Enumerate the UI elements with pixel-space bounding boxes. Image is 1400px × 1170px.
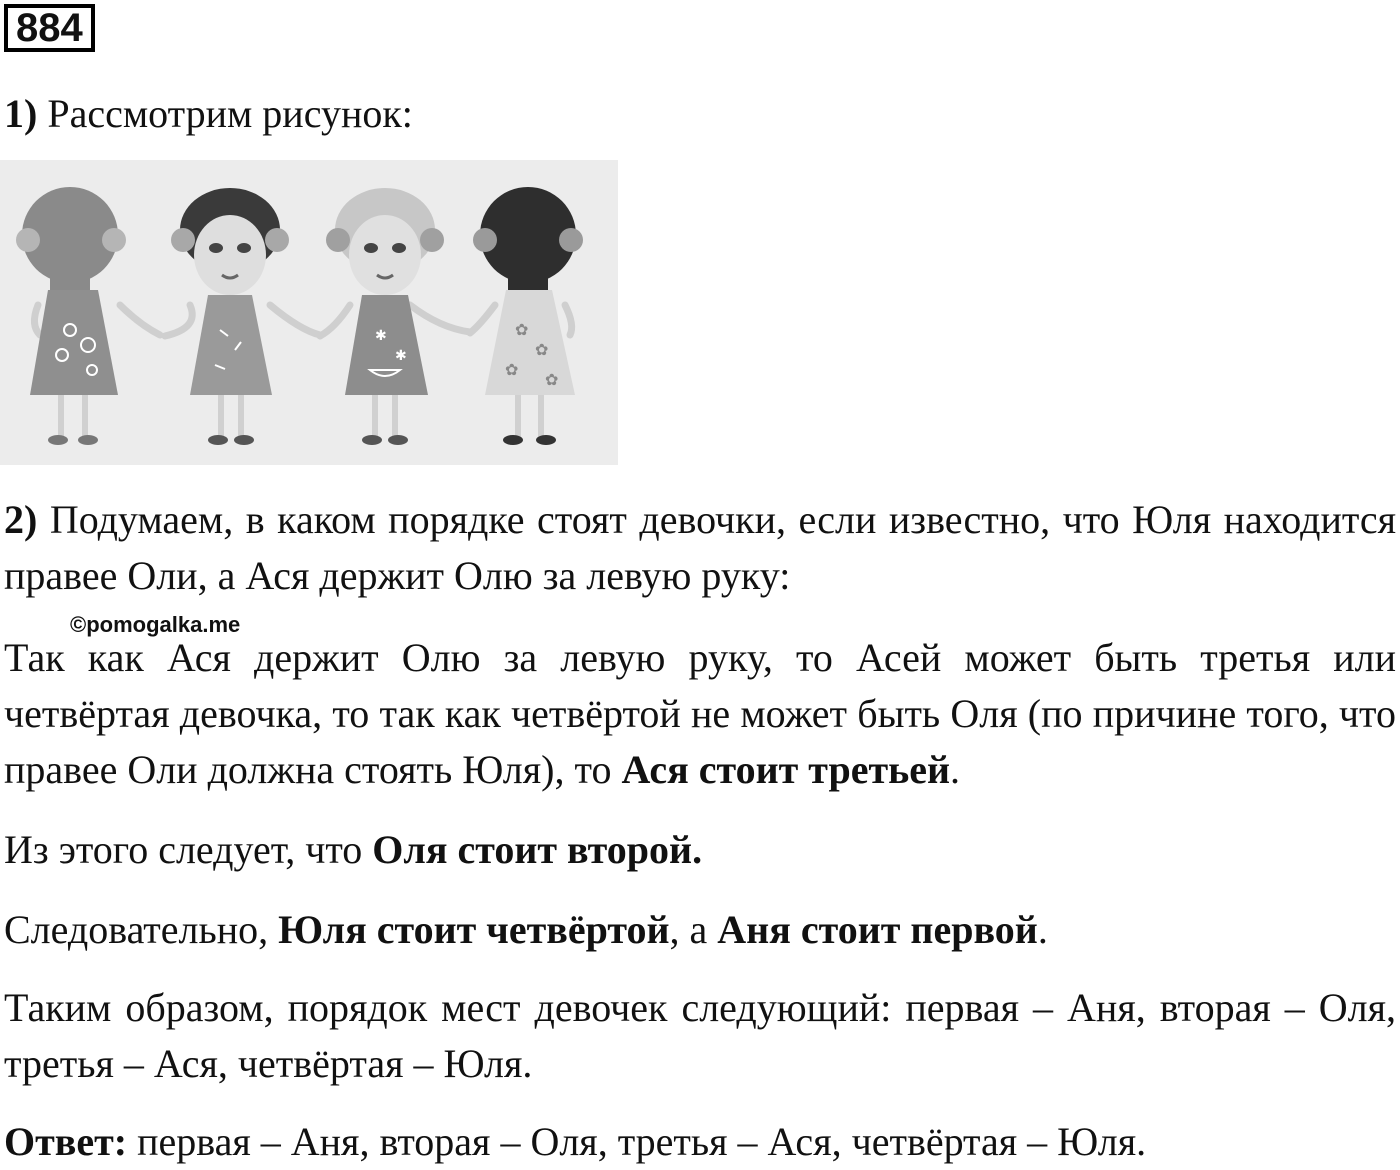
conclusion-2-text-1: Следовательно, xyxy=(4,907,279,952)
step-2 xyxy=(4,492,1396,604)
conclusion-1-bold: Оля стоит второй. xyxy=(372,827,703,872)
problem-number: 884 xyxy=(4,4,95,52)
reasoning-paragraph xyxy=(4,630,1396,798)
svg-text:✿: ✿ xyxy=(505,360,519,379)
answer-text: первая – Аня, вторая – Оля, третья – Ася, четвёртая – Юля. xyxy=(127,1119,1147,1164)
conclusion-2 xyxy=(4,902,1396,958)
conclusion-1 xyxy=(4,822,1396,878)
conclusion-1-text: Из этого следует, что xyxy=(4,827,373,872)
reasoning-end: . xyxy=(950,747,961,792)
watermark: ©pomogalka.me xyxy=(70,612,241,637)
girls-illustration-svg xyxy=(0,160,618,465)
reasoning-bold: Ася стоит третьей xyxy=(621,747,951,792)
svg-text:✿: ✿ xyxy=(515,320,529,339)
answer xyxy=(4,1114,1396,1170)
girls-illustration xyxy=(0,160,618,465)
conclusion-2-bold-2: Аня стоит первой xyxy=(717,907,1038,952)
step-2-label: 2) xyxy=(4,497,38,542)
conclusion-2-bold-1: Юля стоит четвёртой xyxy=(278,907,670,952)
conclusion-2-text-2: , а xyxy=(669,907,718,952)
step-1-label: 1) xyxy=(4,91,38,136)
reasoning-text: Так как Ася держит Олю за левую руку, то Асей может быть третья или четвёртая девочка, то так как четвёртой не может быть Оля (по причине того, что правее Оли должна стоять Юля), то xyxy=(4,635,1396,792)
svg-text:✱: ✱ xyxy=(395,348,407,364)
summary-paragraph xyxy=(4,980,1396,1092)
conclusion-2-text-3: . xyxy=(1037,907,1048,952)
step-2-text: Подумаем, в каком порядке стоят девочки, если известно, что Юля находится правее Оли, а Ася держит Олю за левую руку: xyxy=(4,497,1396,598)
svg-text:✱: ✱ xyxy=(375,328,387,344)
summary-text: Таким образом, порядок мест девочек следующий: первая – Аня, вторая – Оля, третья – Ася, четвёртая – Юля. xyxy=(4,985,1396,1086)
svg-text:✿: ✿ xyxy=(545,370,559,389)
svg-text:✿: ✿ xyxy=(535,340,549,359)
answer-label: Ответ: xyxy=(4,1119,128,1164)
step-1-text: Рассмотрим рисунок: xyxy=(37,91,413,136)
step-1 xyxy=(4,86,1396,142)
